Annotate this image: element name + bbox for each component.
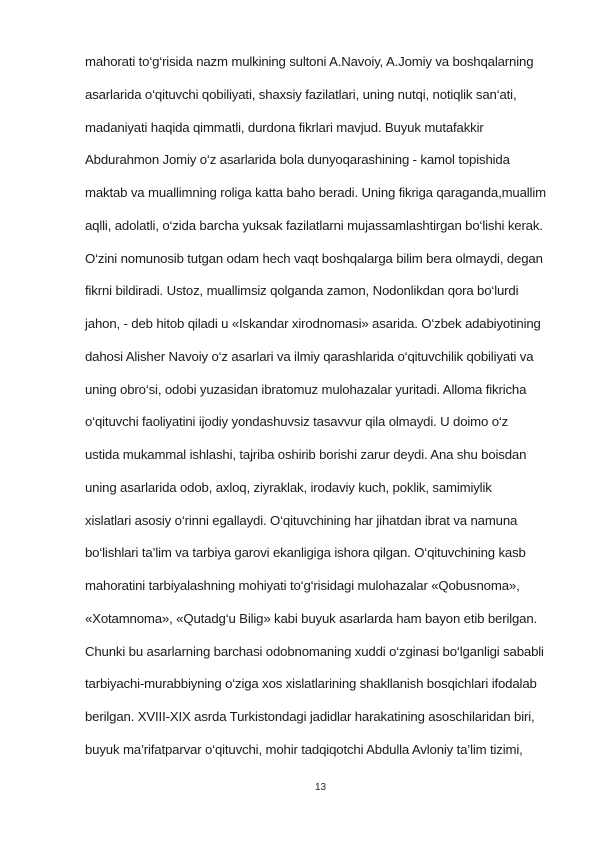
body-text	[85, 52, 565, 773]
text-line: aqlli, adolatli, o‘zida barcha yuksak fazilatlarni mujassamlashtirgan bo‘lishi kerak.	[85, 217, 543, 233]
text-line: buyuk ma’rifatparvar o‘qituvchi, mohir tadqiqotchi Abdulla Avloniy ta’lim tizimi,	[85, 741, 523, 757]
text-line: madaniyati haqida qimmatli, durdona fikrlari mavjud. Buyuk mutafakkir	[85, 119, 484, 135]
text-line: fikrni bildiradi. Ustoz, muallimsiz qolganda zamon, Nodonlikdan qora bo‘lurdi	[85, 283, 519, 299]
text-line: O‘zini nomunosib tutgan odam hech vaqt boshqalarga bilim bera olmaydi, degan	[85, 250, 543, 266]
text-line: uning obro‘si, odobi yuzasidan ibratomuz mulohazalar yuritadi. Alloma fikricha	[85, 381, 527, 397]
text-line: bo‘lishlari ta’lim va tarbiya garovi ekanligiga ishora qilgan. O‘qituvchining kasb	[85, 545, 526, 561]
text-line: Abdurahmon Jomiy o‘z asarlarida bola dunyoqarashining - kamol topishida	[85, 152, 510, 168]
text-line: asarlarida o‘qituvchi qobiliyati, shaxsiy fazilatlari, uning nutqi, notiqlik san‘ati,	[85, 86, 517, 102]
text-line: ustida mukammal ishlashi, tajriba oshirib borishi zarur deydi. Ana shu boisdan	[85, 447, 527, 462]
text-line: maktab va muallimning roliga katta baho beradi. Uning fikriga qaraganda,muallim	[85, 185, 546, 200]
text-line: o‘qituvchi faoliyatini ijodiy yondashuvsiz tasavvur qila olmaydi. U doimo o‘z	[85, 414, 509, 430]
page-number: 13	[314, 782, 327, 793]
text-line: xislatlari asosiy o‘rinni egallaydi. O‘qituvchining har jihatdan ibrat va namuna	[85, 512, 518, 528]
text-line: dahosi Alisher Navoiy o‘z asarlari va ilmiy qarashlarida o‘qituvchilik qobiliyati va	[85, 348, 534, 364]
text-line: berilgan. XVIII-XIX asrda Turkistondagi jadidlar harakatining asoschilaridan biri,	[85, 709, 535, 724]
text-line: «Xotamnoma», «Qutadg‘u Bilig» kabi buyuk asarlarda ham bayon etib berilgan.	[85, 610, 538, 626]
text-line: mahorati to‘g‘risida nazm mulkining sultoni A.Navoiy, A.Jomiy va boshqalarning	[85, 54, 534, 69]
text-line: tarbiyachi-murabbiyning o‘ziga xos xislatlarining shakllanish bosqichlari ifodalab	[85, 676, 537, 692]
text-line: jahon, - deb hitob qiladi u «Iskandar xirodnomasi» asarida. O‘zbek adabiyotining	[85, 316, 541, 331]
text-line: uning asarlarida odob, axloq, ziyraklak, irodaviy kuch, poklik, samimiylik	[85, 479, 492, 495]
text-line: mahoratini tarbiyalashning mohiyati to‘g‘risidagi mulohazalar «Qobusnoma»,	[85, 578, 520, 593]
text-line: Chunki bu asarlarning barchasi odobnomaning xuddi o‘zginasi bo‘lganligi sababli	[85, 643, 544, 659]
